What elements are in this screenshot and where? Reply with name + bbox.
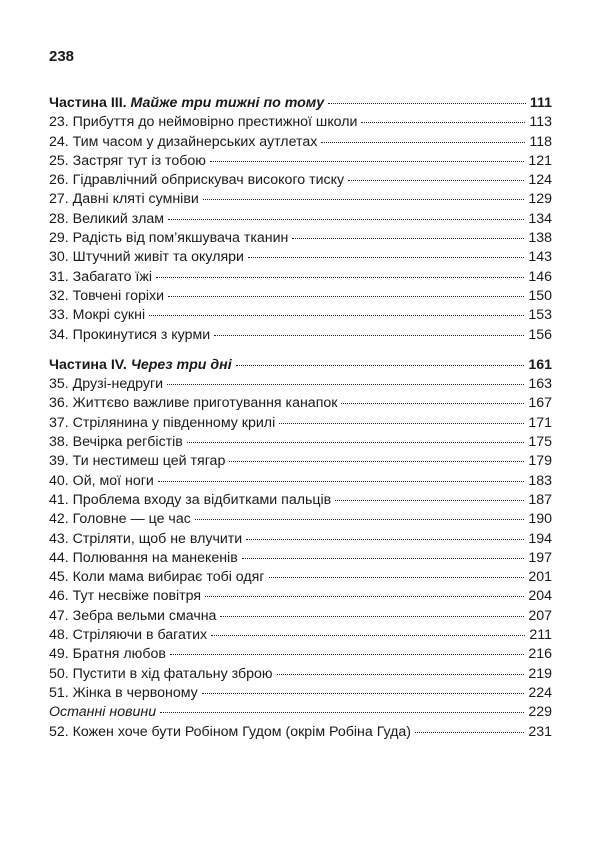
toc-entry: [49, 268, 552, 287]
dot-leader: [348, 180, 524, 181]
entry-title: 44. Полювання на манекенів: [49, 549, 238, 566]
page-ref: 211: [529, 627, 552, 644]
toc-entry: [49, 530, 552, 549]
page-ref: 161: [528, 356, 552, 373]
toc-entry: [49, 510, 552, 529]
entry-title: 52. Кожен хоче бути Робіном Гудом (окрім Робіна Гуда): [49, 723, 411, 740]
toc-entry: [49, 472, 552, 491]
toc-entry: [49, 171, 552, 190]
page-ref: 197: [528, 549, 552, 566]
entry-title: 42. Головне — це час: [49, 511, 191, 528]
toc-entry-news: [49, 703, 552, 722]
part-label: Частина III.: [49, 95, 127, 111]
entry-title: 48. Стріляючи в багатих: [49, 627, 208, 644]
dot-leader: [335, 500, 524, 501]
page-ref: 224: [528, 684, 552, 701]
dot-leader: [156, 277, 524, 278]
dot-leader: [168, 219, 524, 220]
dot-leader: [170, 654, 524, 655]
page-ref: 143: [528, 249, 552, 266]
page-ref: 204: [528, 588, 552, 605]
toc-entry: [49, 684, 552, 703]
page-ref: 229: [528, 704, 552, 721]
toc-entry: [49, 306, 552, 325]
page-ref: 231: [528, 723, 552, 740]
page-ref: 175: [528, 434, 552, 451]
toc-entry: [49, 645, 552, 664]
entry-title: 41. Проблема входу за відбитками пальців: [49, 491, 332, 508]
entry-title: 35. Друзі-недруги: [49, 376, 164, 393]
page-ref: 171: [528, 414, 552, 431]
toc-entry: [49, 190, 552, 209]
page-ref: 216: [528, 646, 552, 663]
entry-title: 29. Радість від пом’якшувача тканин: [49, 230, 289, 247]
toc-entry: [49, 287, 552, 306]
dot-leader: [328, 103, 526, 104]
entry-title: 37. Стрілянина у південному крилі: [49, 414, 276, 431]
page-number: 238: [49, 48, 75, 65]
dot-leader: [220, 616, 524, 617]
part-heading: [49, 94, 552, 113]
entry-title: 25. Застряг тут із тобою: [49, 152, 206, 169]
dot-leader: [277, 674, 525, 675]
page-ref: 163: [528, 376, 552, 393]
entry-title: 34. Прокинутися з курми: [49, 326, 211, 343]
toc-entry: [49, 452, 552, 471]
entry-title: 39. Ти нестимеш цей тягар: [49, 453, 226, 470]
entry-title: 27. Давні кляті сумніви: [49, 191, 199, 208]
page-ref: 111: [529, 95, 552, 111]
toc-entry: [49, 414, 552, 433]
entry-title: 43. Стріляти, щоб не влучити: [49, 530, 243, 547]
entry-title: 28. Великий злам: [49, 210, 165, 227]
entry-title: 45. Коли мама вибирає тобі одяг: [49, 569, 265, 586]
page-ref: 118: [529, 133, 552, 150]
entry-title: 24. Тим часом у дизайнерських аутлетах: [49, 133, 318, 150]
dot-leader: [149, 315, 524, 316]
dot-leader: [242, 558, 525, 559]
entry-title: 46. Тут несвіже повітря: [49, 588, 202, 605]
dot-leader: [341, 403, 524, 404]
part-title: [49, 356, 232, 375]
part-subtitle: Через три дні: [130, 356, 232, 373]
dot-leader: [158, 481, 524, 482]
page-ref: 113: [529, 114, 552, 131]
entry-title: 49. Братня любов: [49, 646, 166, 663]
toc-entry: [49, 326, 552, 345]
dot-leader: [202, 693, 525, 694]
page-ref: 129: [528, 191, 552, 208]
dot-leader: [205, 596, 524, 597]
dot-leader: [321, 142, 525, 143]
page-ref: 150: [528, 287, 552, 304]
toc-entry: [49, 568, 552, 587]
entry-title: 30. Штучний живіт та окуляри: [49, 249, 244, 266]
toc-entry: [49, 626, 552, 645]
dot-leader: [248, 257, 524, 258]
dot-leader: [211, 635, 525, 636]
dot-leader: [236, 365, 525, 366]
page-ref: 194: [528, 530, 552, 547]
toc-entry: [49, 375, 552, 394]
dot-leader: [292, 238, 524, 239]
dot-leader: [195, 519, 525, 520]
page-ref: 138: [528, 230, 552, 247]
part-heading: [49, 356, 552, 375]
dot-leader: [246, 539, 524, 540]
toc-entry: [49, 665, 552, 684]
part-label: Частина IV.: [49, 356, 127, 373]
dot-leader: [229, 461, 524, 462]
toc-entry: [49, 491, 552, 510]
entry-title: 40. Ой, мої ноги: [49, 472, 154, 489]
page-ref: 134: [528, 210, 552, 227]
dot-leader: [160, 712, 524, 713]
page-ref: 190: [528, 511, 552, 528]
toc-entry: [49, 152, 552, 171]
dot-leader: [168, 296, 524, 297]
dot-leader: [361, 122, 525, 123]
page-ref: 121: [528, 152, 552, 169]
dot-leader: [214, 335, 524, 336]
page-ref: 153: [528, 307, 552, 324]
dot-leader: [167, 384, 524, 385]
page-ref: 179: [528, 453, 552, 470]
toc-entry: [49, 607, 552, 626]
page-ref: 124: [528, 172, 552, 189]
entry-title: 47. Зебра вельми смачна: [49, 607, 217, 624]
entry-title: 26. Гідравлічний обприскувач високого тиску: [49, 172, 345, 189]
page-ref: 207: [528, 607, 552, 624]
dot-leader: [203, 199, 525, 200]
chapter-list: [49, 113, 552, 345]
entry-title: 31. Забагато їжі: [49, 268, 153, 285]
page-ref: 146: [528, 268, 552, 285]
toc-entry: [49, 248, 552, 267]
entry-title: Останні новини: [49, 704, 157, 721]
page-ref: 183: [528, 472, 552, 489]
chapter-list: [49, 375, 552, 703]
page-ref: 156: [528, 326, 552, 343]
toc-entry: [49, 133, 552, 152]
dot-leader: [269, 577, 525, 578]
toc-entry: [49, 549, 552, 568]
part-subtitle: Майже три тижні по тому: [130, 95, 325, 111]
toc-entry: [49, 723, 552, 742]
toc-entry: [49, 587, 552, 606]
toc-entry: [49, 394, 552, 413]
page-ref: 167: [528, 395, 552, 412]
entry-title: 32. Товчені горіхи: [49, 287, 165, 304]
entry-title: 50. Пустити в хід фатальну зброю: [49, 665, 273, 682]
toc-entry: [49, 113, 552, 132]
page-ref: 201: [528, 569, 552, 586]
entry-title: 51. Жінка в червоному: [49, 684, 198, 701]
dot-leader: [415, 732, 524, 733]
page-ref: 187: [528, 491, 552, 508]
entry-title: 38. Вечірка регбістів: [49, 434, 183, 451]
part-title: [49, 94, 324, 113]
dot-leader: [210, 161, 524, 162]
page-ref: 219: [528, 665, 552, 682]
toc-entry: [49, 210, 552, 229]
toc-entry: [49, 229, 552, 248]
entry-title: 33. Мокрі сукні: [49, 307, 146, 324]
table-of-contents: [49, 94, 552, 742]
dot-leader: [187, 442, 524, 443]
entry-title: 36. Життєво важливе приготування канапок: [49, 395, 338, 412]
entry-title: 23. Прибуття до неймовірно престижної школи: [49, 114, 358, 131]
dot-leader: [279, 423, 524, 424]
toc-entry: [49, 433, 552, 452]
